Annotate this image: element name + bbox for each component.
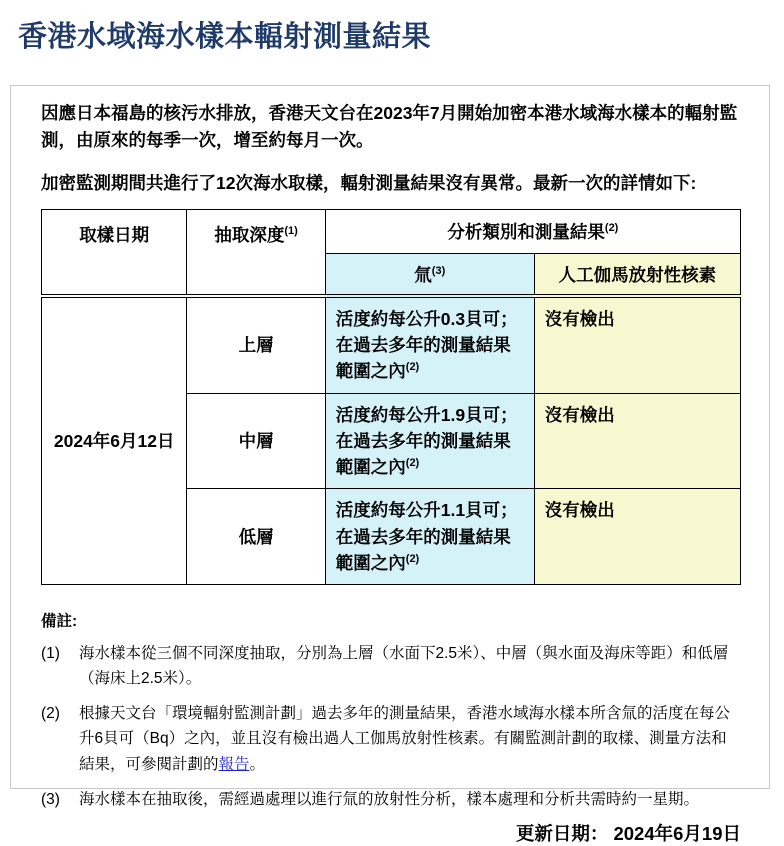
header-depth-footnote-ref: (1) [284,225,298,238]
header-analysis [325,210,740,254]
intro-paragraph-1: 因應日本福島的核污水排放，香港天文台在2023年7月開始加密本港水域海水樣本的輻射監測，由原來的每季一次，增至約每月一次。 [41,103,738,151]
sample-date-cell: 2024年6月12日 [42,296,187,585]
content-panel [10,85,770,844]
note-number-2: (2) [41,705,60,723]
header-depth [187,210,325,296]
tritium-range-upper: 在過去多年的測量結果範圍之內 [335,335,511,382]
measurement-results-table [41,209,741,585]
note-text-1: 海水樣本從三個不同深度抽取，分別為上層（水面下2.5米）、中層（與水面及海床等距）和低層（海床上2.5米）。 [79,645,729,688]
note-text-2-after-link: 。 [249,755,266,773]
header-tritium [325,254,534,296]
tritium-range-middle: 在過去多年的測量結果範圍之內 [335,430,511,478]
note-item-3 [41,787,741,812]
header-analysis-label: 分析類別和測量結果 [447,222,605,243]
header-gamma-label: 人工伽馬放射性核素 [558,264,717,285]
tritium-range-footnote-ref-upper: (2) [405,361,420,374]
gamma-result-cell-upper: 沒有檢出 [534,296,740,393]
tritium-result-cell-lower [325,489,534,585]
header-analysis-footnote-ref: (2) [604,222,619,235]
update-date-line [41,820,741,846]
tritium-activity-middle: 活度約每公升1.9貝可； [335,404,518,425]
tritium-range-lower: 在過去多年的測量結果範圍之內 [335,526,511,573]
tritium-result-cell-upper [325,296,534,393]
tritium-result-cell-middle [325,393,534,489]
report-link[interactable]: 報告 [218,755,250,773]
tritium-range-footnote-ref-lower: (2) [405,553,420,566]
header-depth-label: 抽取深度 [214,225,285,246]
note-item-2 [41,701,741,776]
tritium-activity-lower: 活度約每公升1.1貝可； [335,500,518,521]
update-date-label: 更新日期： [515,822,609,844]
note-number-3: (3) [41,790,60,808]
depth-cell-middle: 中層 [187,393,325,489]
header-sample-date-label: 取樣日期 [79,225,150,246]
depth-cell-lower: 低層 [187,489,325,585]
header-gamma [534,254,740,296]
note-text-3: 海水樣本在抽取後，需經過處理以進行氚的放射性分析，樣本處理和分析共需時約一星期。 [79,790,700,808]
notes-heading: 備註: [41,613,78,631]
header-sample-date [42,210,187,296]
gamma-result-cell-middle: 沒有檢出 [534,393,740,489]
table-row-upper [42,296,741,393]
note-text-2-before-link: 根據天文台「環境輻射監測計劃」過去多年的測量結果，香港水域海水樣本所含氚的活度在每公升6貝可（Bq）之內，並且沒有檢出過人工伽馬放射性核素。有關監測計劃的取樣、測量方法和結果，可參閱計劃的 [79,705,731,773]
note-text-2 [79,701,741,776]
tritium-activity-upper: 活度約每公升0.3貝可； [335,308,518,329]
gamma-result-cell-lower: 沒有檢出 [534,489,740,585]
header-tritium-footnote-ref: (3) [431,264,446,277]
intro-paragraph-2: 加密監測期間共進行了12次海水取樣，輻射測量結果沒有異常。最新一次的詳情如下: [41,173,697,194]
note-item-1 [41,641,741,691]
depth-cell-upper: 上層 [187,296,325,393]
tritium-range-footnote-ref-middle: (2) [405,457,420,470]
update-date-value: 2024年6月19日 [613,822,741,844]
note-number-1: (1) [41,645,60,663]
page-title: 香港水域海水樣本輻射測量結果 [18,21,432,53]
header-tritium-label: 氚 [414,264,432,285]
